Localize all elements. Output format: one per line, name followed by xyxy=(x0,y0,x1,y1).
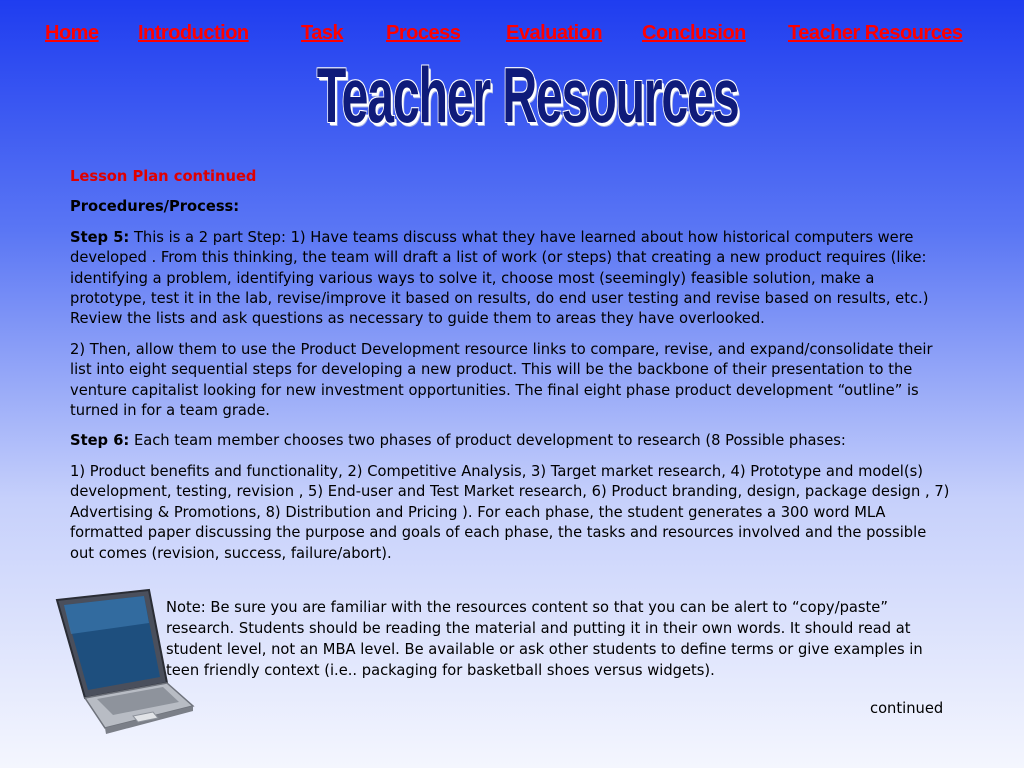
nav-link-task[interactable]: Task xyxy=(301,22,344,44)
procedures-heading: Procedures/Process: xyxy=(70,198,240,216)
step5-label: Step 5: xyxy=(70,228,130,246)
nav-link-evaluation[interactable]: Evaluation xyxy=(506,22,603,44)
nav-link-process[interactable]: Process xyxy=(386,22,461,44)
step6-label: Step 6: xyxy=(70,432,130,450)
lesson-plan-heading: Lesson Plan continued xyxy=(70,168,257,185)
nav-link-conclusion[interactable]: Conclusion xyxy=(642,22,746,44)
step5-text: This is a 2 part Step: 1) Have teams discuss what they have learned about how historical computers were developed . From this thinking, the team will draft a list of work (or steps) that creating a new product requires (like: identifying a problem, identifying various ways to solve it, choose most (seemingly) feasible solution, make a prototype, test it in the lab, revise/improve it based on results, do end user testing and revise based on results, etc.) Review the lists and ask questions as necessary to guide them to areas they have overlooked. xyxy=(70,228,929,328)
nav-link-introduction[interactable]: Introduction xyxy=(138,22,249,44)
nav-link-home[interactable]: Home xyxy=(45,22,99,44)
teacher-note: Note: Be sure you are familiar with the resources content so that you can be alert to “copy/paste” research. Students should be reading the material and putting it in their own words. It should read at student level, not an MBA level. Be available or ask other students to define terms or give examples in teen friendly context (i.e.. packaging for basketball shoes versus widgets). xyxy=(166,599,923,679)
top-navigation xyxy=(0,22,1024,52)
continued-label: continued xyxy=(870,700,944,717)
main-content xyxy=(70,167,950,574)
phases-paragraph: 1) Product benefits and functionality, 2) Competitive Analysis, 3) Target market research, 4) Prototype and model(s) development, testing, revision , 5) End-user and Test Market research, 6) Product branding, design, package design , 7) Advertising & Promotions, 8) Distribution and Pricing ). For each phase, the student generates a 300 word MLA formatted paper discussing the purpose and goals of each phase, the tasks and resources involved and the possible out comes (revision, success, failure/abort). xyxy=(70,462,950,562)
page-title: Teacher Resources xyxy=(316,51,739,139)
step6-paragraph xyxy=(70,431,950,451)
step6-text: Each team member chooses two phases of product development to research (8 Possible phases: xyxy=(129,432,846,450)
step5-paragraph xyxy=(70,228,950,330)
nav-link-teacher-resources[interactable]: Teacher Resources xyxy=(788,22,963,44)
step5-part2-paragraph: 2) Then, allow them to use the Product Development resource links to compare, revise, and expand/consolidate their list into eight sequential steps for developing a new product. This will be the backbone of their presentation to the venture capitalist looking for new investment opportunities. The final eight phase product development “outline” is turned in for a team grade. xyxy=(70,340,933,420)
